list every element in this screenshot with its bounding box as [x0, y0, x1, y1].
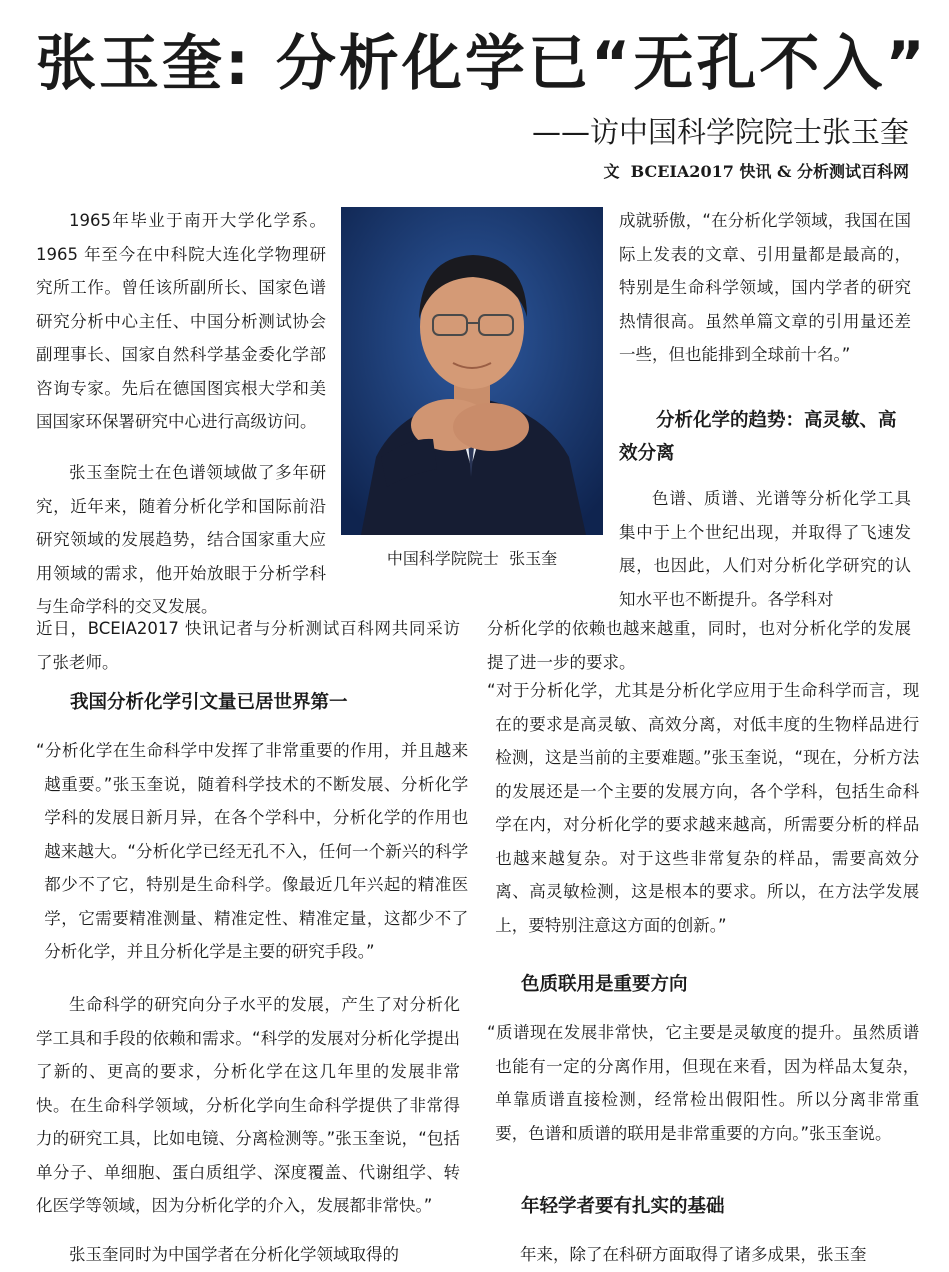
left-paragraph-3: “分析化学在生命科学中发挥了非常重要的作用，并且越来越重要。”张玉奎说，随着科学技术的不断发展、分析化学学科的发展日新月异，在各个学科中，分析化学的作用也越来越大。“分析化学已经无孔不入，任何一个新兴的科学都少不了它，特别是生命科学。像最近几年兴起的精准医学，它需要精准测量、精准定性、精准定量，这都少不了分析化学，并且分析化学是主要的研究手段。” — [36, 741, 469, 961]
right-paragraph-5: 年来，除了在科研方面取得了诸多成果，张玉奎 — [520, 1245, 867, 1264]
section-heading-4: 年轻学者要有扎实的基础 — [521, 1196, 725, 1217]
article-title: 张玉奎: 分析化学已“无孔不入” — [36, 29, 928, 99]
section-heading-3: 色质联用是重要方向 — [521, 974, 688, 995]
photo-caption: 中国科学院院士 张玉奎 — [386, 549, 558, 568]
right-paragraph-4: “质谱现在发展非常快，它主要是灵敏度的提升。虽然质谱也能有一定的分离作用，但现在来看，因为样品太复杂，单靠质谱直接检测，经常检出假阳性。所以分离非常重要，色谱和质谱的联用是非常重要的方向。”张玉奎说。 — [487, 1023, 920, 1143]
portrait-photo — [341, 207, 603, 535]
left-paragraph-2-continued: 近日，BCEIA2017 快讯记者与分析测试百科网共同采访了张老师。 — [36, 619, 460, 672]
section-heading-2: 分析化学的趋势：高灵敏、高效分离 — [619, 410, 897, 464]
left-paragraph-1: 1965年毕业于南开大学化学系。1965 年至今在中科院大连化学物理研究所工作。曾任该所副所长、国家色谱研究分析中心主任、中国分析测试协会副理事长、国家自然科学基金委化学部咨询专家。先后在德国图宾根大学和美国国家环保署研究中心进行高级访问。 — [36, 211, 326, 431]
right-paragraph-1: 成就骄傲，“在分析化学领域，我国在国际上发表的文章、引用量都是最高的，特别是生命科学领域，国内学者的研究热情很高。虽然单篇文章的引用量还差一些，但也能排到全球前十名。” — [619, 211, 911, 364]
byline-prefix: 文 — [603, 162, 620, 181]
section-heading-1: 我国分析化学引文量已居世界第一 — [70, 692, 348, 713]
right-paragraph-3: “对于分析化学，尤其是分析化学应用于生命科学而言，现在的要求是高灵敏、高效分离，对低丰度的生物样品进行检测，这是当前的主要难题。”张玉奎说，“现在，分析方法的发展还是一个主要的发展方向，各个学科，包括生命科学在内，对分析化学的要求越来越高，所需要分析的样品也越来越复杂。对于这些非常复杂的样品，需要高效分离、高灵敏检测，这是根本的要求。所以，在方法学发展上，要特别注意这方面的创新。” — [487, 681, 920, 935]
article-subtitle: ——访中国科学院院士张玉奎 — [531, 115, 909, 149]
right-paragraph-2: 色谱、质谱、光谱等分析化学工具集中于上个世纪出现，并取得了飞速发展，也因此，人们对分析化学研究的认知水平也不断提升。各学科对 — [619, 489, 911, 609]
left-paragraph-2: 张玉奎院士在色谱领域做了多年研究，近年来，随着分析化学和国际前沿研究领域的发展趋势，结合国家重大应用领域的需求，他开始放眼于分析学科与生命学科的交叉发展。 — [36, 463, 326, 616]
left-paragraph-5: 张玉奎同时为中国学者在分析化学领域取得的 — [69, 1245, 399, 1264]
byline-source: BCEIA2017 快讯 & 分析测试百科网 — [630, 162, 909, 181]
left-paragraph-4: 生命科学的研究向分子水平的发展，产生了对分析化学工具和手段的依赖和需求。“科学的发展对分析化学提出了新的、更高的要求，分析化学在这几年里的发展非常快。在生命科学领域，分析化学向生命科学提供了非常得力的研究工具，比如电镜、分离检测等。”张玉奎说，“包括单分子、单细胞、蛋白质组学、深度覆盖、代谢组学、转化医学等领域，因为分析化学的介入，发展都非常快。” — [36, 995, 460, 1215]
right-paragraph-2-continued: 分析化学的依赖也越来越重，同时，也对分析化学的发展提了进一步的要求。 — [487, 619, 911, 672]
byline — [604, 160, 910, 184]
